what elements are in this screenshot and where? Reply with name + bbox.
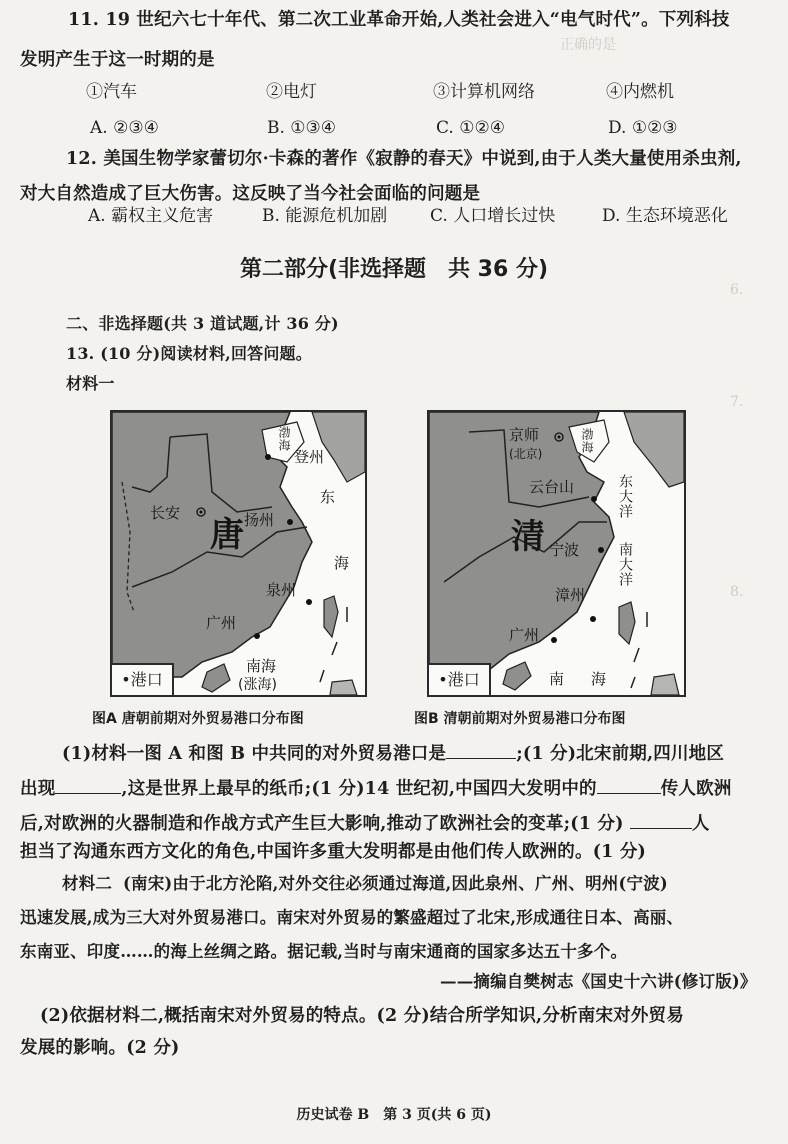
q13-1-line2 [20, 775, 732, 801]
map-a-label-dengzhou: 登州 [294, 448, 325, 466]
map-a-legend: •港口 [112, 663, 174, 695]
material2-source: ——摘编自樊树志《国史十六讲(修订版)》 [440, 972, 757, 991]
q11-option-c: C. ①②④ [436, 118, 505, 138]
q13-1-text: 传人欧洲 [660, 779, 732, 799]
map-b-label-bohai: 渤海 [580, 428, 594, 454]
q11-stem-line2: 发明产生于这一时期的是 [20, 50, 215, 70]
material1-label: 材料一 [66, 374, 115, 393]
map-b-label-zhangzhou: 漳州 [555, 586, 586, 604]
material2-text: (南宋)由于北方沦陷,对外交往必须通过海道,因此泉州、广州、明州(宁波) [123, 874, 668, 893]
map-a-label-dong: 东 [320, 488, 336, 506]
page-footer: 历史试卷 B 第 3 页(共 6 页) [296, 1107, 492, 1123]
q12-stem-line1: 12. 美国生物学家蕾切尔·卡森的著作《寂静的春天》中说到,由于人类大量使用杀虫剂, [66, 149, 742, 169]
q12-option-d: D. 生态环境恶化 [602, 206, 728, 226]
answer-blank-3[interactable] [597, 775, 661, 794]
q13-2-line1: (2)依据材料二,概括南宋对外贸易的特点。(2 分)结合所学知识,分析南宋对外贸易 [40, 1006, 684, 1026]
map-b-caption: 图B 清朝前期对外贸易港口分布图 [414, 711, 626, 727]
map-b-label-jingshi: 京师 [509, 426, 540, 444]
map-a-label-quanzhou: 泉州 [266, 581, 297, 599]
map-a-label-dynasty: 唐 [210, 515, 244, 555]
map-b-label-ningbo: 宁波 [549, 541, 580, 559]
q11-option-d: D. ①②③ [608, 118, 678, 138]
map-a-label-guangzhou: 广州 [206, 614, 237, 632]
q13-2-line2: 发展的影响。(2 分) [20, 1038, 180, 1058]
map-b-legend: •港口 [429, 663, 491, 695]
q11-item-4: ④内燃机 [606, 82, 674, 102]
material2-line2: 迅速发展,成为三大对外贸易港口。南宋对外贸易的繁盛超过了北宋,形成通往日本、高丽、 [20, 908, 684, 927]
bleed-through-text: 8. [730, 584, 744, 600]
material2-label: 材料二 [62, 874, 113, 893]
map-a-label-changan: 长安 [150, 504, 181, 522]
part2-title: 第二部分(非选择题 共 36 分) [239, 257, 549, 282]
bleed-through-text: 正确的是 [560, 37, 616, 53]
q11-item-2: ②电灯 [266, 82, 317, 102]
q13-1-line1 [62, 740, 724, 766]
bleed-through-text: 7. [730, 394, 744, 410]
map-b-label-dynasty: 清 [511, 517, 545, 557]
q13-1-text: 人 [691, 814, 710, 834]
q13-1-text: (1)材料一图 A 和图 B 中共同的对外贸易港口是 [62, 744, 447, 764]
answer-blank-2[interactable] [55, 775, 121, 794]
q11-option-a: A. ②③④ [90, 118, 159, 138]
q13-1-text: ;(1 分)北宋前期,四川地区 [516, 744, 725, 764]
q12-option-a: A. 霸权主义危害 [88, 206, 214, 226]
map-b-label-guangzhou: 广州 [509, 626, 540, 644]
map-a-label-bohai: 渤海 [277, 426, 291, 452]
answer-blank-1[interactable] [446, 740, 516, 759]
map-a-label-nanhai: 南海 [246, 657, 277, 675]
map-b-label-beijing: (北京) [509, 447, 543, 461]
q12-option-b: B. 能源危机加剧 [262, 206, 388, 226]
map-a-tang [110, 410, 367, 697]
q11-item-3: ③计算机网络 [433, 82, 535, 102]
section-heading: 二、非选择题(共 3 道试题,计 36 分) [66, 314, 339, 333]
map-b-label-hai: 海 [591, 670, 607, 688]
q13-1-line4: 担当了沟通东西方文化的角色,中国许多重大发明都是由他们传人欧洲的。(1 分) [20, 842, 647, 862]
q13-1-text: ,这是世界上最早的纸币;(1 分)14 世纪初,中国四大发明中的 [121, 779, 597, 799]
answer-blank-4[interactable] [630, 810, 692, 829]
map-b-label-nan: 南 [549, 670, 565, 688]
q12-option-c: C. 人口增长过快 [430, 206, 556, 226]
q11-stem-line1: 11. 19 世纪六七十年代、第二次工业革命开始,人类社会进入“电气时代”。下列科技 [68, 10, 730, 30]
q13-1-text: 后,对欧洲的火器制造和作战方式产生巨大影响,推动了欧洲社会的变革;(1 分) [20, 814, 624, 834]
bleed-through-text: 6. [730, 282, 744, 298]
material2-line1 [62, 872, 668, 896]
q11-option-b: B. ①③④ [267, 118, 337, 138]
q11-item-1: ①汽车 [86, 82, 137, 102]
q13-intro: 13. (10 分)阅读材料,回答问题。 [66, 344, 312, 363]
map-b-label-dongdayang: 东大洋 [617, 474, 633, 519]
map-a-caption: 图A 唐朝前期对外贸易港口分布图 [92, 711, 304, 727]
map-a-label-hai: 海 [334, 554, 350, 572]
q13-1-text: 出现 [20, 779, 56, 799]
q12-stem-line2: 对大自然造成了巨大伤害。这反映了当今社会面临的问题是 [20, 184, 481, 204]
map-a-label-zhanghai: (涨海) [238, 677, 277, 693]
q13-1-line3 [20, 810, 710, 836]
material2-line3: 东南亚、印度……的海上丝绸之路。据记载,当时与南宋通商的国家多达五十多个。 [20, 942, 628, 961]
map-a-label-yangzhou: 扬州 [244, 511, 275, 529]
map-b-label-yuntaishan: 云台山 [529, 478, 575, 496]
map-b-label-nandayang: 南大洋 [617, 542, 633, 587]
map-b-qing [427, 410, 686, 697]
